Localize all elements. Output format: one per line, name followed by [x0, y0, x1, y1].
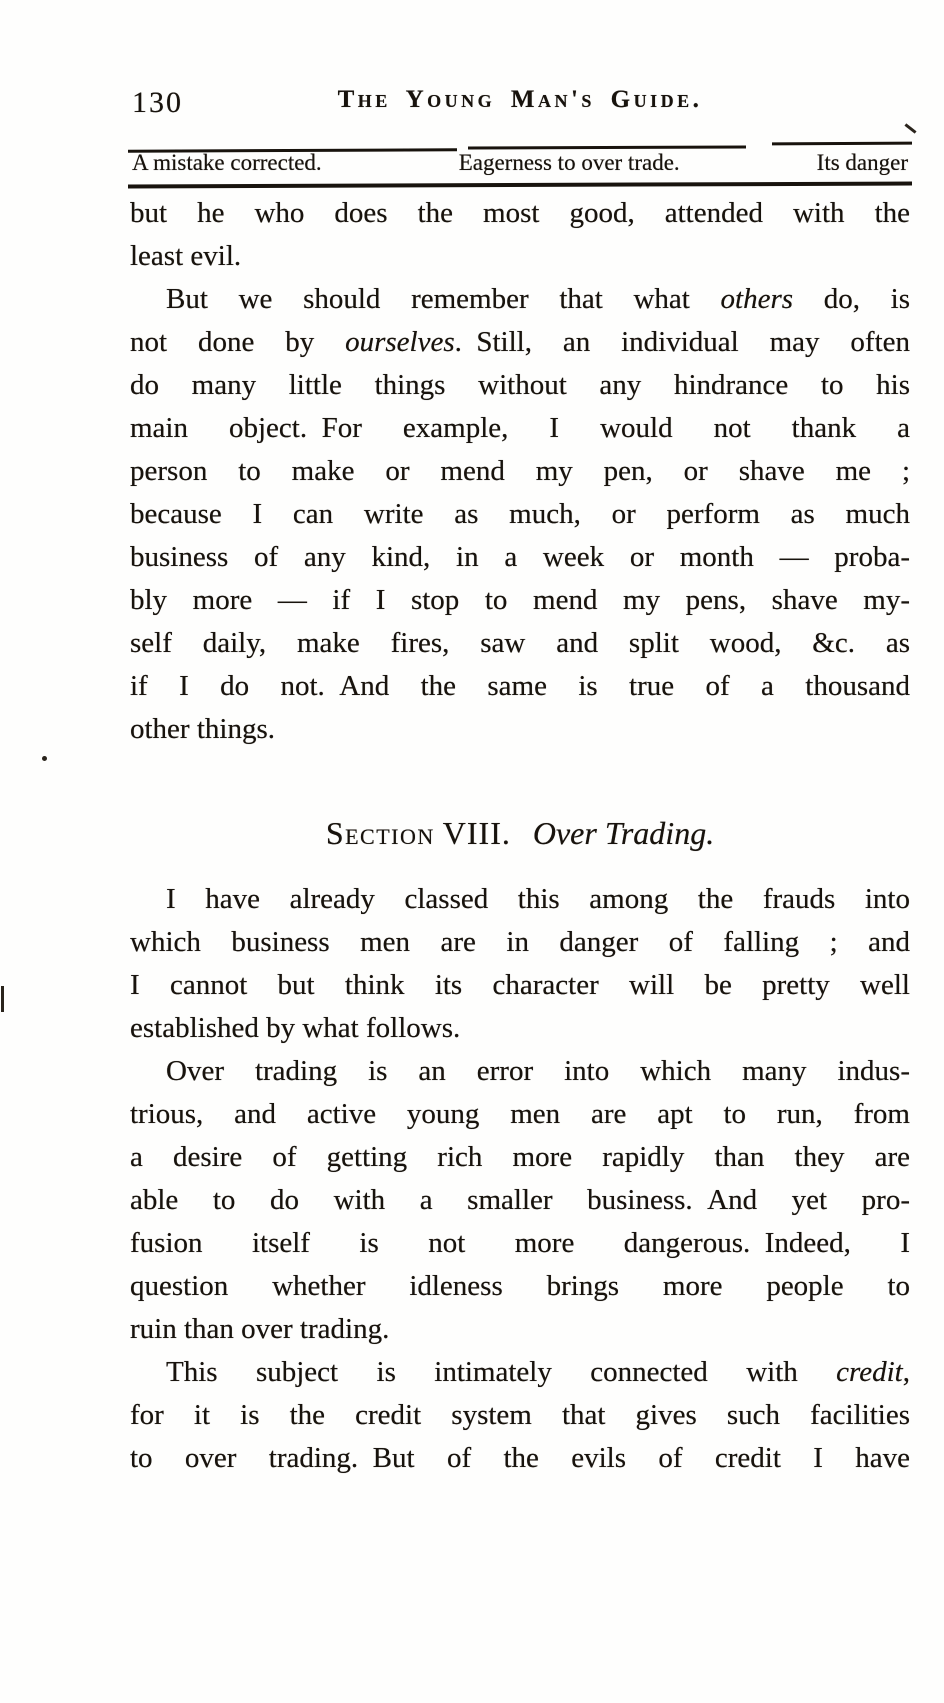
section-label: Section [325, 815, 435, 851]
section-title: Over Trading. [532, 815, 715, 851]
header-rule-segment [772, 142, 912, 146]
guide-words-row [132, 150, 908, 180]
running-title: The Young Man's Guide. [337, 86, 703, 113]
header-rule-thick [128, 181, 912, 188]
text-line: This subject is intimately connected with credit, [166, 1356, 910, 1388]
text-line: because I can write as much, or perform as much [130, 498, 910, 530]
emphasized-word: credit [836, 1356, 903, 1388]
text-line: least evil. [130, 240, 242, 272]
text-line: Over trading is an error into which many indus- [166, 1055, 910, 1087]
text-line: self daily, make fires, saw and split wood, &c. as [130, 627, 910, 659]
text-line: if I do not. And the same is true of a thousand [130, 670, 910, 702]
page-number: 130 [132, 86, 183, 119]
text-block-2 [130, 878, 910, 1480]
text-line: fusion itself is not more dangerous. Indeed, I [130, 1227, 910, 1259]
scan-speck [1, 986, 4, 1012]
text-line: to over trading. But of the evils of credit I have [130, 1442, 910, 1474]
text-block-1 [130, 192, 910, 751]
text-line: do many little things without any hindrance to his [130, 369, 910, 401]
guide-word-center: Eagerness to over trade. [458, 150, 680, 175]
text-line: a desire of getting rich more rapidly than they are [130, 1141, 910, 1173]
emphasized-word: ourselves [345, 326, 455, 358]
text-line: question whether idleness brings more people to [130, 1270, 910, 1302]
text-line: trious, and active young men are apt to run, from [130, 1098, 910, 1130]
scan-speck [904, 123, 916, 133]
text-line: But we should remember that what others do, is [166, 283, 910, 315]
text-line: ruin than over trading. [130, 1313, 390, 1345]
text-line: but he who does the most good, attended with the [130, 197, 910, 229]
text-line: established by what follows. [130, 1012, 461, 1044]
text-line: business of any kind, in a week or month — proba- [130, 541, 910, 573]
text-line: I cannot but think its character will be pretty well [130, 969, 910, 1001]
text-line: not done by ourselves. Still, an individual may often [130, 326, 910, 358]
text-line: which business men are in danger of falling ; and [130, 926, 910, 958]
emphasized-word: others [720, 283, 794, 315]
header-rule-segment [468, 146, 746, 150]
guide-word-left: A mistake corrected. [132, 150, 322, 175]
text-line: able to do with a smaller business. And yet pro- [130, 1184, 910, 1216]
text-line: main object. For example, I would not thank a [130, 412, 910, 444]
text-line: person to make or mend my pen, or shave me ; [130, 455, 910, 487]
scan-speck [42, 756, 47, 761]
text-line: I have already classed this among the frauds into [166, 883, 910, 915]
section-heading [130, 810, 910, 856]
page-header [130, 84, 910, 120]
text-line: bly more — if I stop to mend my pens, shave my- [130, 584, 910, 616]
text-line: for it is the credit system that gives such facilities [130, 1399, 910, 1431]
text-line: other things. [130, 713, 275, 745]
guide-word-right: Its danger [816, 150, 908, 175]
section-number: VIII. [442, 815, 511, 851]
